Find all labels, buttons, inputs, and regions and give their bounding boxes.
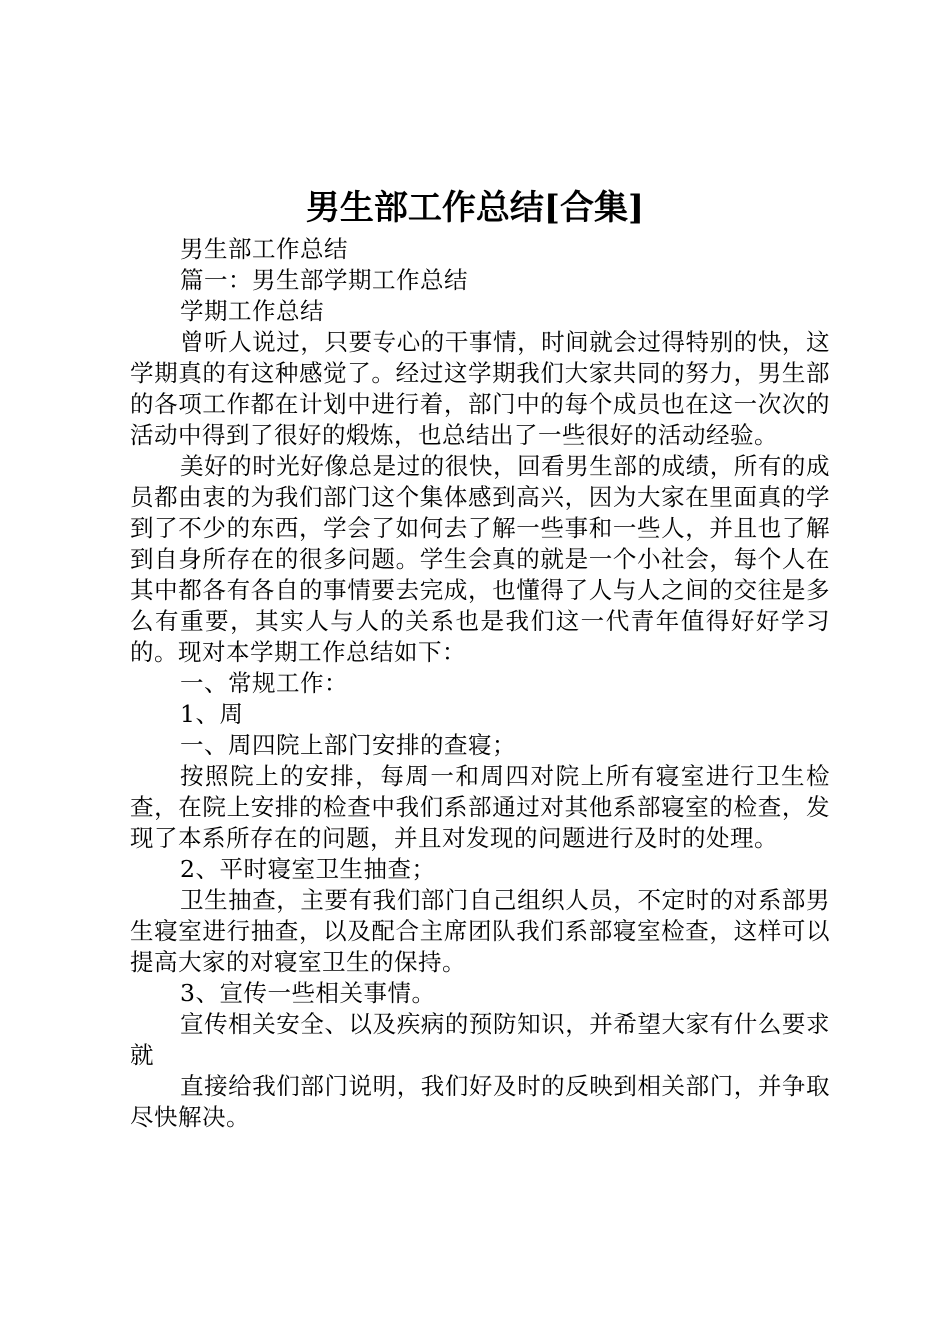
document-body [130, 234, 830, 1133]
paragraph: 按照院上的安排，每周一和周四对院上所有寝室进行卫生检查，在院上安排的检查中我们系部通过对其他系部寝室的检查，发现了本系所存在的问题，并且对发现的问题进行及时的处理。 [130, 762, 830, 852]
paragraph: 2、平时寝室卫生抽查； [180, 855, 436, 883]
paragraph: 直接给我们部门说明，我们好及时的反映到相关部门，并争取尽快解决。 [130, 1072, 830, 1131]
paragraph: 卫生抽查，主要有我们部门自己组织人员，不定时的对系部男生寝室进行抽查，以及配合主席团队我们系部寝室检查，这样可以提高大家的对寝室卫生的保持。 [130, 886, 830, 976]
paragraph: 宣传相关安全、以及疾病的预防知识，并希望大家有什么要求就 [130, 1010, 830, 1069]
document-title: 男生部工作总结[合集] [305, 188, 645, 228]
paragraph: 3、宣传一些相关事情。 [180, 979, 436, 1007]
paragraph: 一、周四院上部门安排的查寝； [180, 731, 516, 759]
paragraph: 1、周 [180, 700, 244, 728]
paragraph: 一、常规工作： [180, 669, 348, 697]
paragraph: 篇一：男生部学期工作总结 [180, 266, 468, 294]
paragraph: 美好的时光好像总是过的很快，回看男生部的成绩，所有的成员都由衷的为我们部门这个集体感到高兴，因为大家在里面真的学到了不少的东西，学会了如何去了解一些事和一些人，并且也了解到自身所存在的很多问题。学生会真的就是一个小社会，每个人在其中都各有各自的事情要去完成，也懂得了人与人之间的交往是多么有重要，其实人与人的关系也是我们这一代青年值得好好学习的。现对本学期工作总结如下： [130, 452, 830, 666]
paragraph: 学期工作总结 [180, 297, 324, 325]
paragraph: 男生部工作总结 [180, 235, 348, 263]
paragraph: 曾听人说过，只要专心的干事情，时间就会过得特别的快，这学期真的有这种感觉了。经过这学期我们大家共同的努力，男生部的各项工作都在计划中进行着，部门中的每个成员也在这一次次的活动中得到了很好的煅炼，也总结出了一些很好的活动经验。 [130, 328, 830, 449]
